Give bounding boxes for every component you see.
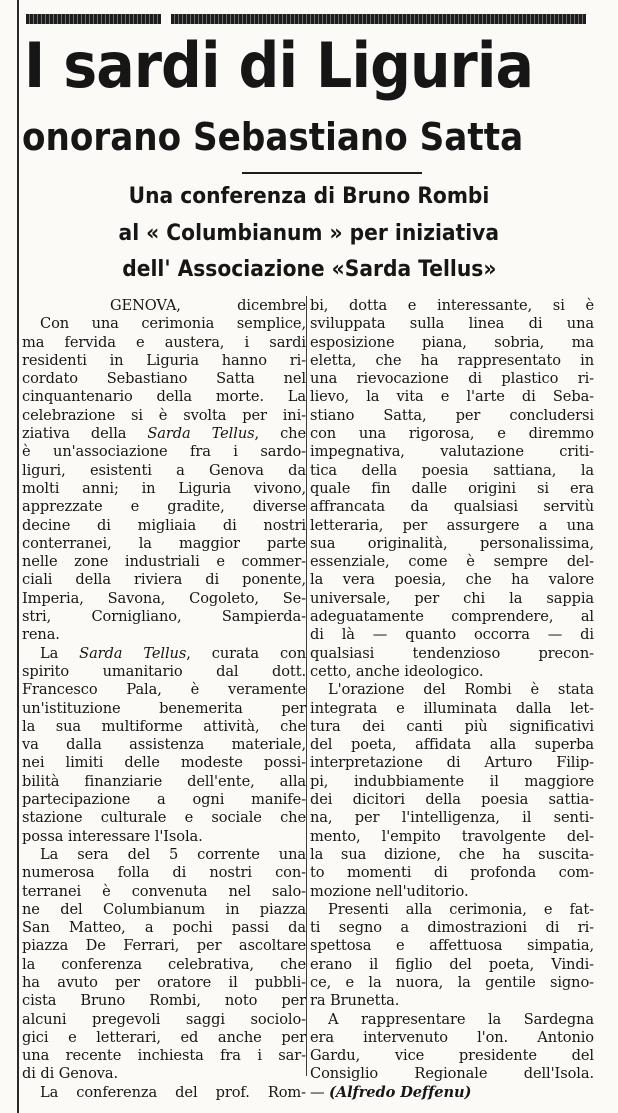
article-line: lievo, la vita e l'arte di Seba-	[310, 388, 594, 406]
article-line: Gardu, vice presidente del	[310, 1047, 594, 1065]
article-line: eletta, che ha rappresentato in	[310, 351, 594, 369]
article-line: stazione culturale e sociale che	[22, 809, 306, 827]
article-line: ti segno a dimostrazioni di ri-	[310, 919, 594, 937]
article-line: gici e letterari, ed anche per	[22, 1028, 306, 1046]
article-line: qualsiasi tendenzioso precon-	[310, 644, 594, 662]
article-line: di là — quanto occorra — di	[310, 626, 594, 644]
article-line: GENOVA, dicembre	[110, 297, 306, 314]
article-line: Presenti alla cerimonia, e fat-	[328, 900, 594, 918]
article-line: ce, e la nuora, la gentile signo-	[310, 973, 594, 991]
headline-line-2: onorano Sebastiano Satta	[22, 115, 524, 159]
article-line: L'orazione del Rombi è stata	[328, 681, 594, 699]
article-line: pi, indubbiamente il maggiore	[310, 772, 594, 790]
article-line: stiano Satta, per concludersi	[310, 406, 594, 424]
subheadline-line-2	[0, 219, 618, 249]
article-line: La sera del 5 corrente una	[40, 845, 306, 863]
article-line: affrancata da qualsiasi servitù	[310, 498, 594, 516]
article-line: conterranei, la maggior parte	[22, 534, 306, 552]
article-line: la conferenza celebrativa, che	[22, 955, 306, 973]
article-line: integrata e illuminata dalla let-	[310, 699, 594, 717]
article-line: piazza De Ferrari, per ascoltare	[22, 937, 306, 955]
article-line: decine di migliaia di nostri	[22, 516, 306, 534]
subheadline-line-3	[0, 255, 618, 285]
article-line: nelle zone industriali e commer-	[22, 553, 306, 571]
italic-name: Sarda Tellus	[79, 644, 187, 662]
article-line: del poeta, affidata alla superba	[310, 736, 594, 754]
article-line: La Sarda Tellus, curata con	[40, 644, 306, 662]
article-line: letteraria, per assurgere a una	[310, 516, 594, 534]
article-line: na, per l'intelligenza, il senti-	[310, 809, 594, 827]
article-line: mozione nell'uditorio.	[310, 882, 469, 900]
article-line: essenziale, come è sempre del-	[310, 553, 594, 571]
article-line: alcuni pregevoli saggi sociolo-	[22, 1010, 306, 1028]
article-line: Imperia, Savona, Cogoleto, Se-	[22, 589, 306, 607]
subheadline-text-3: dell' Associazione «Sarda Tellus»	[121, 257, 497, 282]
article-line: tica della poesia sattiana, la	[310, 461, 594, 479]
article-line: bi, dotta e interessante, si è	[310, 297, 594, 314]
subheadline-line-1	[0, 182, 618, 212]
article-column-left	[22, 297, 306, 1102]
article-line: la vera poesia, che ha valore	[310, 571, 594, 589]
article-line: sua originalità, personalissima,	[310, 534, 594, 552]
top-decorative-rules	[26, 14, 586, 24]
article-line: esposizione piana, sobria, ma	[310, 333, 594, 351]
article-line: ciali della riviera di ponente,	[22, 571, 306, 589]
headline-divider	[242, 172, 422, 174]
article-line: numerosa folla di nostri con-	[22, 864, 306, 882]
article-line: tura dei canti più significativi	[310, 717, 594, 735]
top-rule-left	[26, 14, 161, 24]
article-line: — (Alfredo Deffenu)	[310, 1083, 472, 1101]
article-line: ne del Columbianum in piazza	[22, 900, 306, 918]
article-line: con una rigorosa, e diremmo	[310, 425, 594, 443]
article-line: Consiglio Regionale dell'Isola.	[310, 1065, 594, 1083]
article-line: una recente inchiesta fra i sar-	[22, 1047, 306, 1065]
article-line: cordato Sebastiano Satta nel	[22, 370, 306, 388]
article-line: quale fin dalle origini si era	[310, 479, 594, 497]
article-line: interpretazione di Arturo Filip-	[310, 754, 594, 772]
article-line: possa interessare l'Isola.	[22, 827, 203, 845]
article-line: San Matteo, a pochi passi da	[22, 919, 306, 937]
article-line: cetto, anche ideologico.	[310, 662, 484, 680]
author-signature: (Alfredo Deffenu)	[329, 1083, 472, 1101]
article-line: è un'associazione fra i sardo-	[22, 443, 306, 461]
article-line: Francesco Pala, è veramente	[22, 681, 306, 699]
subheadline-text-1: Una conferenza di Bruno Rombi	[128, 184, 490, 209]
article-line: spirito umanitario dal dott.	[22, 662, 306, 680]
article-line: un'istituzione benemerita per	[22, 699, 306, 717]
article-line: universale, per chi la sappia	[310, 589, 594, 607]
headline-line-1: I sardi di Liguria	[24, 29, 534, 102]
article-line: bilità finanziarie dell'ente, alla	[22, 772, 306, 790]
article-line: residenti in Liguria hanno ri-	[22, 351, 306, 369]
article-line: nei limiti delle modeste possi-	[22, 754, 306, 772]
column-divider	[306, 296, 307, 1076]
left-margin-rule	[17, 0, 19, 1113]
article-line: impegnativa, valutazione criti-	[310, 443, 594, 461]
article-line: molti anni; in Liguria vivono,	[22, 479, 306, 497]
article-line: liguri, esistenti a Genova da	[22, 461, 306, 479]
article-line: rena.	[22, 626, 60, 644]
article-line: una rievocazione di plastico ri-	[310, 370, 594, 388]
article-line: cinquantenario della morte. La	[22, 388, 306, 406]
article-line: cista Bruno Rombi, noto per	[22, 992, 306, 1010]
article-line: adeguatamente comprendere, al	[310, 608, 594, 626]
article-line: terranei è convenuta nel salo-	[22, 882, 306, 900]
article-line: va dalla assistenza materiale,	[22, 736, 306, 754]
subheadline-text-2: al « Columbianum » per iniziativa	[118, 221, 500, 246]
article-line: sviluppata sulla linea di una	[310, 315, 594, 333]
article-line: era intervenuto l'on. Antonio	[310, 1028, 594, 1046]
top-rule-right	[171, 14, 586, 24]
article-line: partecipazione a ogni manife-	[22, 791, 306, 809]
article-line: spettosa e affettuosa simpatia,	[310, 937, 594, 955]
article-line: dei dicitori della poesia sattia-	[310, 791, 594, 809]
article-line: erano il figlio del poeta, Vindi-	[310, 955, 594, 973]
article-line: stri, Cornigliano, Sampierda-	[22, 608, 306, 626]
article-line: apprezzate e gradite, diverse	[22, 498, 306, 516]
article-line: mento, l'empito travolgente del-	[310, 827, 594, 845]
article-line: la sua multiforme attività, che	[22, 717, 306, 735]
article-column-right	[310, 297, 594, 1102]
article-line: A rappresentare la Sardegna	[328, 1010, 594, 1028]
article-line: di di Genova.	[22, 1065, 119, 1083]
article-line: Con una cerimonia semplice,	[40, 315, 306, 333]
article-line: celebrazione si è svolta per ini-	[22, 406, 306, 424]
article-line: la sua dizione, che ha suscita-	[310, 845, 594, 863]
article-line: to momenti di profonda com-	[310, 864, 594, 882]
article-line: La conferenza del prof. Rom-	[40, 1083, 306, 1101]
article-line: ma fervida e austera, i sardi	[22, 333, 306, 351]
article-line: ra Brunetta.	[310, 992, 400, 1010]
italic-name: Sarda Tellus	[147, 425, 255, 443]
article-line: ha avuto per oratore il pubbli-	[22, 973, 306, 991]
article-line: ziativa della Sarda Tellus, che	[22, 425, 306, 443]
